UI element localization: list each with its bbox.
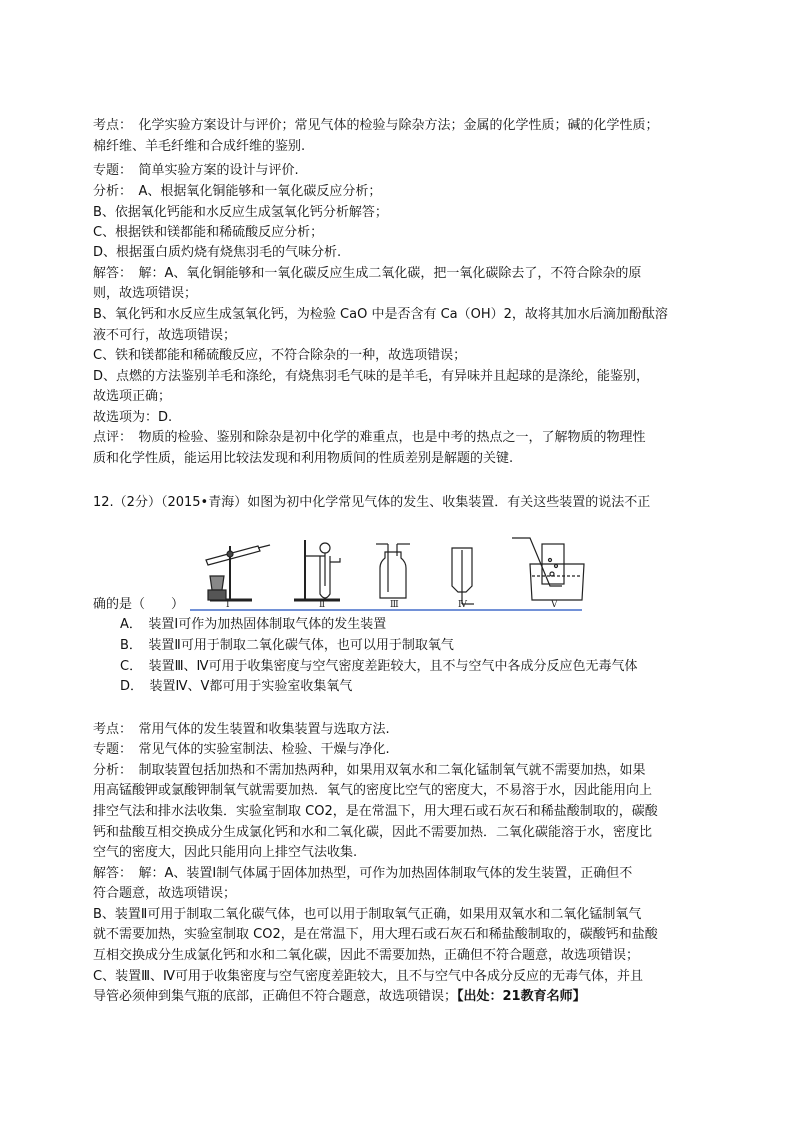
figure-label-2: Ⅱ — [319, 600, 326, 610]
q11-jieda-line-8: 故选项为：D. — [93, 410, 173, 425]
q12-jieda-line-2: 符合题意，故选项错误； — [93, 886, 237, 901]
q11-jieda-line-6: D、点燃的方法鉴别羊毛和涤纶，有烧焦羽毛气味的是羊毛，有异味并且起球的是涤纶，能鉴别， — [93, 369, 650, 384]
q11-jieda-line-3: B、氧化钙和水反应生成氢氧化钙，为检验 CaO 中是否含有 Ca（OH）2，故将其加水后滴加酚酞溶 — [93, 307, 668, 322]
figure-label-3: Ⅲ — [390, 600, 399, 610]
q11-kaodian-line-2: 棉纤维、羊毛纤维和合成纤维的鉴别. — [93, 139, 306, 154]
figure-label-1: Ⅰ — [226, 600, 230, 610]
q12-fenxi-line-4: 钙和盐酸互相交换成分生成氯化钙和水和二氧化碳，因此不需要加热．二氧化碳能溶于水，密度比 — [93, 825, 653, 840]
q11-fenxi-line-1: 分析： A、根据氧化铜能够和一氧化碳反应分析； — [93, 184, 382, 199]
apparatus-3-bottle — [376, 544, 410, 598]
q12-option-d: D． 装置Ⅳ、Ⅴ都可用于实验室收集氧气 — [120, 679, 353, 694]
q12-zhuanti: 专题： 常见气体的实验室制法、检验、干燥与净化. — [93, 742, 390, 757]
q12-stem-line-1: 12.（2分）（2015•青海）如图为初中化学常见气体的发生、收集装置．有关这些装置的说法不正 — [93, 495, 651, 510]
q11-dianping-line-2: 质和化学性质，能运用比较法发现和利用物质间的性质差别是解题的关键. — [93, 451, 514, 466]
apparatus-2-funnel — [294, 540, 340, 600]
q11-jieda-line-1: 解答： 解：A、氧化铜能够和一氧化碳反应生成二氧化碳，把一氧化碳除去了，不符合除杂的原 — [93, 266, 642, 281]
q12-jieda-line-7-text: 导管必须伸到集气瓶的底部，正确但不符合题意，故选项错误； — [93, 989, 458, 1004]
q11-dianping-line-1: 点评： 物质的检验、鉴别和除杂是初中化学的难重点，也是中考的热点之一，了解物质的物理性 — [93, 430, 646, 445]
q12-fenxi-line-1: 分析： 制取装置包括加热和不需加热两种，如果用双氧水和二氧化锰制氧气就不需要加热，如果 — [93, 763, 646, 778]
q12-option-b: B． 装置Ⅱ可用于制取二氧化碳气体，也可以用于制取氧气 — [120, 638, 454, 653]
q11-jieda-line-5: C、铁和镁都能和稀硫酸反应，不符合除杂的一种，故选项错误； — [93, 348, 467, 363]
q12-kaodian: 考点： 常用气体的发生装置和收集装置与选取方法. — [93, 722, 390, 737]
figure-label-5: Ⅴ — [551, 600, 558, 610]
q12-fenxi-line-5: 空气的密度大，因此只能用向上排空气法收集. — [93, 845, 358, 860]
q11-jieda-line-2: 则，故选项错误； — [93, 286, 198, 301]
q12-jieda-line-4: 就不需要加热，实验室制取 CO2，是在常温下，用大理石或石灰石和稀盐酸制取的，碳酸钙和盐酸 — [93, 927, 658, 942]
apparatus-figure — [190, 536, 585, 612]
q12-option-a: A． 装置Ⅰ可作为加热固体制取气体的发生装置 — [120, 617, 387, 632]
q11-fenxi-line-4: D、根据蛋白质灼烧有烧焦羽毛的气味分析. — [93, 245, 342, 260]
q12-jieda-line-7 — [93, 989, 586, 1005]
q12-jieda-line-3: B、装置Ⅱ可用于制取二氧化碳气体，也可以用于制取氧气正确，如果用双氧水和二氧化锰制氧气 — [93, 907, 642, 922]
q12-fenxi-line-3: 排空气法和排水法收集．实验室制取 CO2，是在常温下，用大理石或石灰石和稀盐酸制取的，碳酸 — [93, 804, 658, 819]
q12-jieda-line-5: 互相交换成分生成氯化钙和水和二氧化碳，因此不需要加热，正确但不符合题意，故选项错误； — [93, 948, 640, 963]
q12-stem-line-2: 确的是（ ） — [93, 597, 185, 612]
q11-jieda-line-4: 液不可行，故选项错误； — [93, 328, 237, 343]
q12-option-c: C． 装置Ⅲ、Ⅳ可用于收集密度与空气密度差距较大，且不与空气中各成分反应色无毒气体 — [120, 659, 638, 674]
q12-jieda-line-1: 解答： 解：A、装置Ⅰ制气体属于固体加热型，可作为加热固体制取气体的发生装置，正确但不 — [93, 866, 633, 881]
q11-zhuanti: 专题： 简单实验方案的设计与评价. — [93, 163, 299, 178]
apparatus-5-water-trough — [512, 538, 584, 600]
apparatus-4-inverted-bottle — [452, 548, 474, 604]
q11-jieda-line-7: 故选项正确； — [93, 389, 172, 404]
figure-label-4: Ⅳ — [458, 600, 467, 610]
q11-kaodian-line-1: 考点： 化学实验方案设计与评价；常见气体的检验与除杂方法；金属的化学性质；碱的化学性质； — [93, 118, 659, 133]
q12-jieda-line-6: C、装置Ⅲ、Ⅳ可用于收集密度与空气密度差距较大，且不与空气中各成分反应的无毒气体，并且 — [93, 969, 644, 984]
q11-fenxi-line-3: C、根据铁和镁都能和稀硫酸反应分析； — [93, 225, 324, 240]
source-note: 【出处：21教育名师】 — [457, 989, 586, 1004]
q11-fenxi-line-2: B、依据氧化钙能和水反应生成氢氧化钙分析解答； — [93, 205, 388, 220]
apparatus-1-heating — [206, 545, 270, 600]
q12-fenxi-line-2: 用高锰酸钾或氯酸钾制氧气就需要加热．氧气的密度比空气的密度大，不易溶于水，因此能用向上 — [93, 783, 653, 798]
